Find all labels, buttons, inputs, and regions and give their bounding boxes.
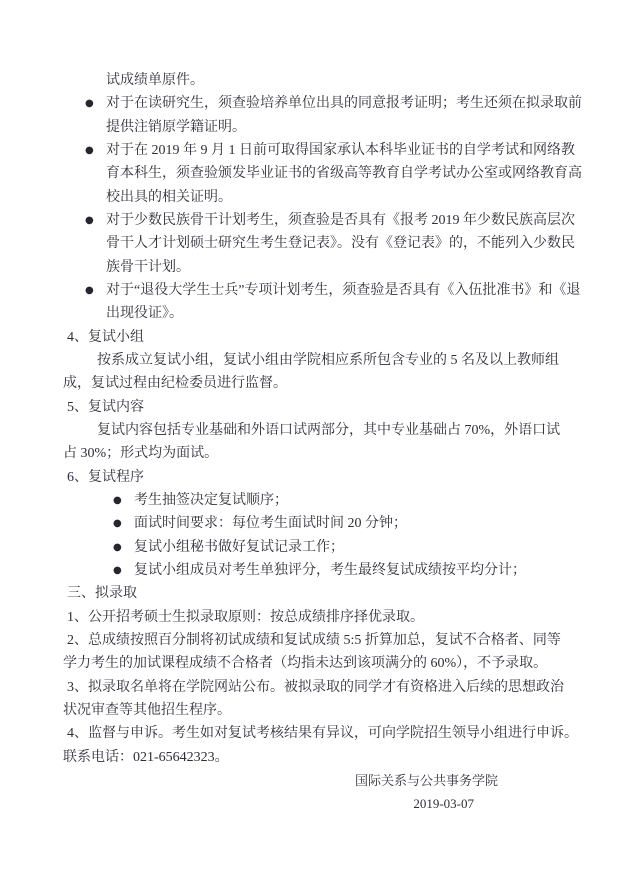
bullet-item-line <box>63 489 569 512</box>
bullet-icon: ● <box>113 518 122 530</box>
line-text: 复试小组成员对考生单独评分，考生最终复试成绩按平均分计； <box>134 562 526 578</box>
line-text: 出现役证》。 <box>106 306 183 322</box>
text-line <box>63 629 569 652</box>
line-text: 3、拟录取名单将在学院网站公布。被拟录取的同学才有资格进入后续的思想政治 <box>67 679 564 695</box>
line-text: 成，复试过程由纪检委员进行监督。 <box>63 376 287 392</box>
line-text: 状况审查等其他招生程序。 <box>63 702 231 718</box>
line-text: 考生抽签决定复试顺序； <box>134 492 288 508</box>
text-line <box>63 116 569 139</box>
bullet-icon: ● <box>113 494 122 506</box>
line-text: 联系电话：021-65642323。 <box>63 749 229 765</box>
text-line <box>63 349 569 372</box>
line-text: 4、监督与申诉。考生如对复试考核结果有异议，可向学院招生领导小组进行申诉。 <box>67 726 578 742</box>
bullet-item-line <box>63 512 569 535</box>
line-text: 2、总成绩按照百分制将初试成绩和复试成绩 5:5 折算加总，复试不合格者、同等 <box>67 632 561 648</box>
signature <box>63 769 569 792</box>
text-line <box>63 442 569 465</box>
line-text: 1、公开招考硕士生拟录取原则：按总成绩排序择优录取。 <box>67 609 424 625</box>
date-text: 2019-03-07 <box>413 796 474 812</box>
document-date <box>63 792 569 815</box>
line-text: 4、复试小组 <box>67 329 144 345</box>
text-line <box>63 746 569 769</box>
text-line <box>63 256 569 279</box>
text-line <box>63 652 569 675</box>
line-text: 三、拟录取 <box>67 586 137 602</box>
bullet-icon: ● <box>113 541 122 553</box>
line-text: 学力考生的加试课程成绩不合格者（均指未达到该项满分的 60%），不予录取。 <box>63 656 548 672</box>
section-heading <box>63 396 569 419</box>
text-line <box>63 676 569 699</box>
signature-text: 国际关系与公共事务学院 <box>354 772 498 788</box>
bullet-icon: ● <box>113 564 122 576</box>
bullet-icon: ● <box>85 284 94 296</box>
line-text: 提供注销原学籍证明。 <box>106 119 246 135</box>
text-line <box>63 606 569 629</box>
line-text: 按系成立复试小组，复试小组由学院相应系所包含专业的 5 名及以上教师组 <box>97 352 559 368</box>
line-text: 对于在 2019 年 9 月 1 日前可取得国家承认本科毕业证书的自学考试和网络教 <box>106 142 575 158</box>
text-line <box>63 232 575 255</box>
bullet-item-line <box>63 92 582 115</box>
line-text: 6、复试程序 <box>67 469 144 485</box>
bullet-item-line <box>63 536 569 559</box>
section-heading <box>63 326 569 349</box>
text-line <box>63 699 569 722</box>
bullet-item-line <box>63 139 575 162</box>
text-line <box>63 162 582 185</box>
line-text: 面试时间要求：每位考生面试时间 20 分钟； <box>134 516 407 532</box>
text-line <box>63 722 578 745</box>
line-text: 对于在读研究生，须查验培养单位出具的同意报考证明；考生还须在拟录取前 <box>106 96 582 112</box>
bullet-item-line <box>63 209 575 232</box>
section-heading <box>63 466 569 489</box>
text-line <box>63 302 569 325</box>
text-line <box>63 372 569 395</box>
section-heading <box>63 582 569 605</box>
line-text: 占 30%；形式均为面试。 <box>63 446 219 462</box>
bullet-icon: ● <box>85 144 94 156</box>
bullet-icon: ● <box>85 214 94 226</box>
text-line <box>63 69 569 92</box>
bullet-icon: ● <box>85 98 94 110</box>
line-text: 对于少数民族骨干计划考生，须查验是否具有《报考 2019 年少数民族高层次 <box>106 212 575 228</box>
bullet-item-line <box>63 279 581 302</box>
line-text: 骨干人才计划硕士研究生考生登记表》。没有《登记表》的，不能列入少数民 <box>106 236 575 252</box>
line-text: 对于“退役大学生士兵”专项计划考生，须查验是否具有《入伍批准书》和《退 <box>106 282 581 298</box>
text-line <box>63 419 569 442</box>
line-text: 复试小组秘书做好复试记录工作； <box>134 539 344 555</box>
line-text: 试成绩单原件。 <box>106 73 204 88</box>
line-text: 复试内容包括专业基础和外语口试两部分，其中专业基础占 70%，外语口试 <box>97 422 561 438</box>
line-text: 族骨干计划。 <box>106 259 190 275</box>
document-body <box>63 69 582 816</box>
text-line <box>63 186 569 209</box>
line-text: 5、复试内容 <box>67 399 144 415</box>
line-text: 育本科生，须查验颁发毕业证书的省级高等教育自学考试办公室或网络教育高 <box>106 166 582 182</box>
line-text: 校出具的相关证明。 <box>106 189 232 205</box>
bullet-item-line <box>63 559 569 582</box>
